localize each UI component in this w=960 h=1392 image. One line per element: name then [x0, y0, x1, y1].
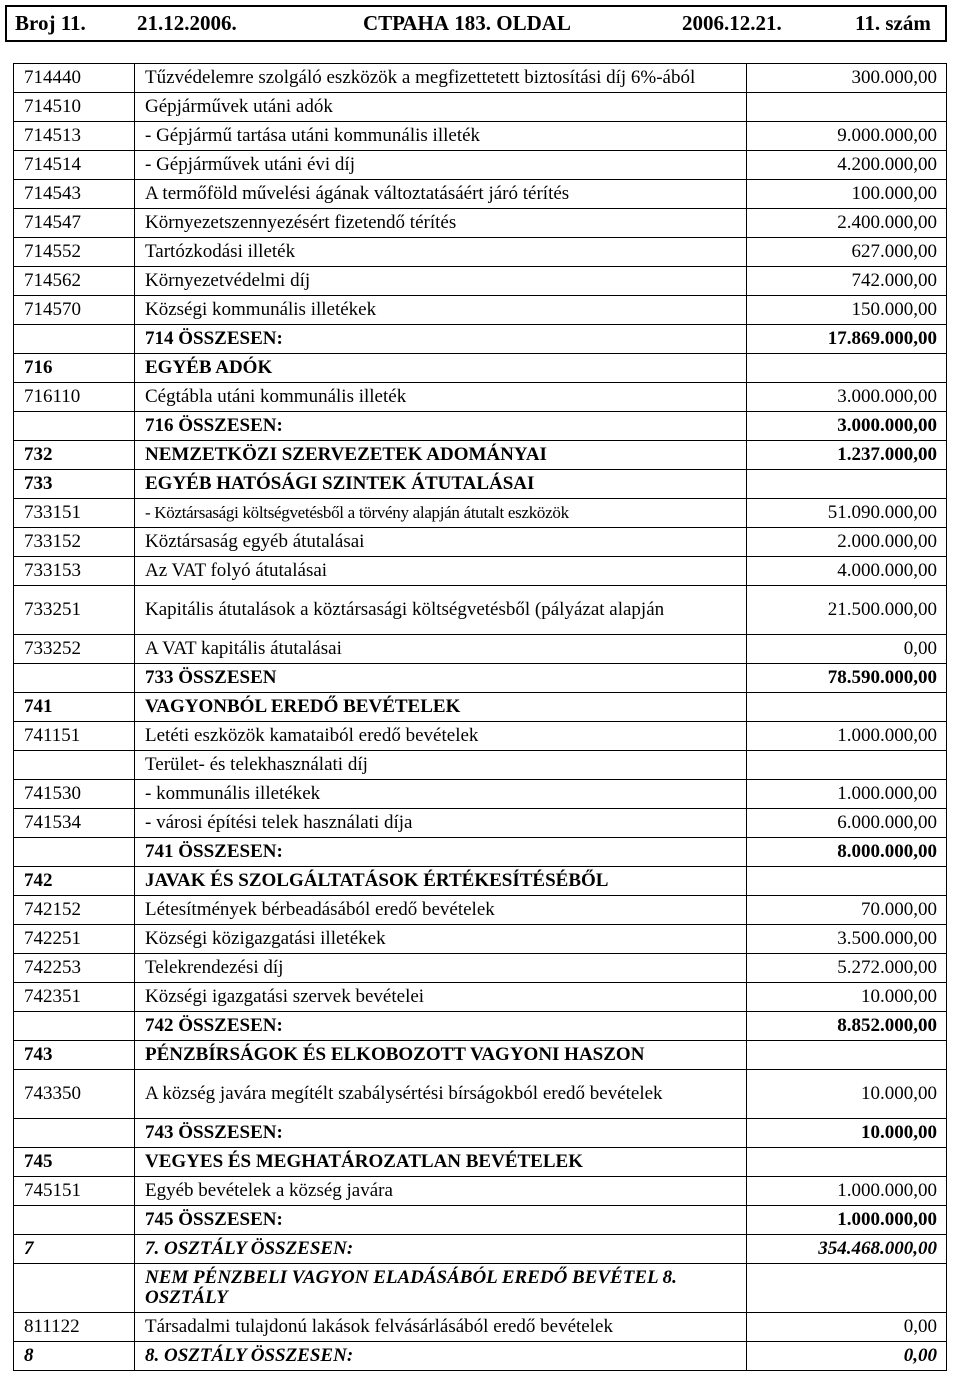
table-row — [14, 1012, 947, 1041]
account-code — [14, 1119, 135, 1148]
table-row — [14, 983, 947, 1012]
account-code: 733252 — [14, 635, 135, 664]
date-left: 21.12.2006. — [137, 11, 237, 35]
account-code: 714552 — [14, 238, 135, 267]
account-code: 714547 — [14, 209, 135, 238]
amount: 8.000.000,00 — [747, 838, 947, 867]
table-row — [14, 838, 947, 867]
amount — [747, 1041, 947, 1070]
item-description: 741 ÖSSZESEN: — [135, 838, 747, 867]
amount: 100.000,00 — [747, 180, 947, 209]
table-row — [14, 238, 947, 267]
amount — [747, 470, 947, 499]
page-header — [5, 5, 947, 42]
table-row — [14, 954, 947, 983]
table-row — [14, 557, 947, 586]
table-row — [14, 1313, 947, 1342]
page-label: СТРАНА 183. OLDAL — [363, 11, 571, 35]
amount: 10.000,00 — [747, 983, 947, 1012]
item-description: - Köztársasági költségvetésből a törvény alapján átutalt eszközök — [135, 499, 747, 528]
item-description: Tartózkodási illeték — [135, 238, 747, 267]
amount: 70.000,00 — [747, 896, 947, 925]
account-code: 8 — [14, 1342, 135, 1371]
amount: 3.000.000,00 — [747, 383, 947, 412]
account-code — [14, 1012, 135, 1041]
account-code: 742 — [14, 867, 135, 896]
account-code: 741 — [14, 693, 135, 722]
amount: 2.400.000,00 — [747, 209, 947, 238]
table-row — [14, 896, 947, 925]
account-code: 811122 — [14, 1313, 135, 1342]
table-row — [14, 499, 947, 528]
item-description: - Gépjármű tartása utáni kommunális illeték — [135, 122, 747, 151]
amount: 78.590.000,00 — [747, 664, 947, 693]
table-row — [14, 354, 947, 383]
account-code — [14, 1264, 135, 1313]
account-code — [14, 838, 135, 867]
amount: 300.000,00 — [747, 64, 947, 93]
item-description: EGYÉB ADÓK — [135, 354, 747, 383]
account-code: 741151 — [14, 722, 135, 751]
account-code: 742351 — [14, 983, 135, 1012]
account-code: 714570 — [14, 296, 135, 325]
date-right: 2006.12.21. — [682, 11, 782, 35]
account-code — [14, 412, 135, 441]
table-row — [14, 1070, 947, 1119]
account-code: 714543 — [14, 180, 135, 209]
amount: 150.000,00 — [747, 296, 947, 325]
account-code: 742251 — [14, 925, 135, 954]
amount: 0,00 — [747, 635, 947, 664]
account-code: 733251 — [14, 586, 135, 635]
account-code: 714513 — [14, 122, 135, 151]
table-row — [14, 412, 947, 441]
amount: 627.000,00 — [747, 238, 947, 267]
account-code — [14, 751, 135, 780]
issue-number-hu: 11. szám — [855, 11, 931, 35]
item-description: Létesítmények bérbeadásából eredő bevételek — [135, 896, 747, 925]
amount: 17.869.000,00 — [747, 325, 947, 354]
amount: 3.500.000,00 — [747, 925, 947, 954]
account-code: 733151 — [14, 499, 135, 528]
amount: 3.000.000,00 — [747, 412, 947, 441]
item-description: Terület- és telekhasználati díj — [135, 751, 747, 780]
account-code: 733 — [14, 470, 135, 499]
account-code: 742253 — [14, 954, 135, 983]
item-description: A község javára megítélt szabálysértési bírságokból eredő bevételek — [135, 1070, 747, 1119]
table-row — [14, 441, 947, 470]
table-row — [14, 180, 947, 209]
table-row — [14, 296, 947, 325]
item-description: Kapitális átutalások a köztársasági költségvetésből (pályázat alapján — [135, 586, 747, 635]
item-description: Községi igazgatási szervek bevételei — [135, 983, 747, 1012]
amount: 1.000.000,00 — [747, 722, 947, 751]
amount: 1.000.000,00 — [747, 1206, 947, 1235]
table-row — [14, 586, 947, 635]
account-code — [14, 325, 135, 354]
item-description: VEGYES ÉS MEGHATÁROZATLAN BEVÉTELEK — [135, 1148, 747, 1177]
account-code: 714514 — [14, 151, 135, 180]
item-description: Letéti eszközök kamataiból eredő bevételek — [135, 722, 747, 751]
item-description: - Gépjárművek utáni évi díj — [135, 151, 747, 180]
table-row — [14, 925, 947, 954]
table-row — [14, 722, 947, 751]
item-description: Társadalmi tulajdonú lakások felvásárlásából eredő bevételek — [135, 1313, 747, 1342]
item-description: 8. OSZTÁLY ÖSSZESEN: — [135, 1342, 747, 1371]
amount: 1.000.000,00 — [747, 780, 947, 809]
amount — [747, 1148, 947, 1177]
item-description: Egyéb bevételek a község javára — [135, 1177, 747, 1206]
table-row — [14, 693, 947, 722]
amount: 2.000.000,00 — [747, 528, 947, 557]
account-code: 733152 — [14, 528, 135, 557]
table-row — [14, 528, 947, 557]
table-row — [14, 1177, 947, 1206]
amount: 9.000.000,00 — [747, 122, 947, 151]
amount: 21.500.000,00 — [747, 586, 947, 635]
table-row — [14, 383, 947, 412]
item-description: - városi építési telek használati díja — [135, 809, 747, 838]
amount: 4.200.000,00 — [747, 151, 947, 180]
table-row — [14, 1148, 947, 1177]
amount: 51.090.000,00 — [747, 499, 947, 528]
table-row — [14, 122, 947, 151]
amount — [747, 693, 947, 722]
amount — [747, 1264, 947, 1313]
account-code: 741530 — [14, 780, 135, 809]
item-description: JAVAK ÉS SZOLGÁLTATÁSOK ÉRTÉKESÍTÉSÉBŐL — [135, 867, 747, 896]
item-description: 714 ÖSSZESEN: — [135, 325, 747, 354]
item-description: Környezetvédelmi díj — [135, 267, 747, 296]
table-row — [14, 809, 947, 838]
account-code: 741534 — [14, 809, 135, 838]
item-description: VAGYONBÓL EREDŐ BEVÉTELEK — [135, 693, 747, 722]
amount — [747, 867, 947, 896]
amount: 10.000,00 — [747, 1070, 947, 1119]
account-code: 743350 — [14, 1070, 135, 1119]
table-row — [14, 751, 947, 780]
amount: 8.852.000,00 — [747, 1012, 947, 1041]
issue-number: Broj 11. — [15, 11, 86, 35]
table-row — [14, 635, 947, 664]
amount: 1.000.000,00 — [747, 1177, 947, 1206]
amount: 742.000,00 — [747, 267, 947, 296]
amount: 6.000.000,00 — [747, 809, 947, 838]
table-row — [14, 867, 947, 896]
table-row — [14, 664, 947, 693]
item-description: - kommunális illetékek — [135, 780, 747, 809]
item-description: 733 ÖSSZESEN — [135, 664, 747, 693]
revenue-table — [13, 63, 947, 1371]
account-code: 714562 — [14, 267, 135, 296]
item-description: 7. OSZTÁLY ÖSSZESEN: — [135, 1235, 747, 1264]
account-code: 7 — [14, 1235, 135, 1264]
account-code: 716110 — [14, 383, 135, 412]
item-description: Az VAT folyó átutalásai — [135, 557, 747, 586]
table-row — [14, 1119, 947, 1148]
account-code: 745 — [14, 1148, 135, 1177]
account-code: 745151 — [14, 1177, 135, 1206]
table-row — [14, 267, 947, 296]
account-code — [14, 1206, 135, 1235]
item-description: NEM PÉNZBELI VAGYON ELADÁSÁBÓL EREDŐ BEVÉTEL 8. OSZTÁLY — [135, 1264, 747, 1313]
table-row — [14, 1041, 947, 1070]
amount — [747, 751, 947, 780]
item-description: Telekrendezési díj — [135, 954, 747, 983]
amount: 0,00 — [747, 1313, 947, 1342]
account-code: 714440 — [14, 64, 135, 93]
item-description: 745 ÖSSZESEN: — [135, 1206, 747, 1235]
table-row — [14, 780, 947, 809]
table-row — [14, 209, 947, 238]
amount: 10.000,00 — [747, 1119, 947, 1148]
item-description: A termőföld művelési ágának változtatásáért járó térítés — [135, 180, 747, 209]
account-code: 714510 — [14, 93, 135, 122]
item-description: Tűzvédelemre szolgáló eszközök a megfizettetett biztosítási díj 6%-ából — [135, 64, 747, 93]
item-description: Községi közigazgatási illetékek — [135, 925, 747, 954]
account-code: 716 — [14, 354, 135, 383]
table-row — [14, 151, 947, 180]
item-description: Környezetszennyezésért fizetendő térítés — [135, 209, 747, 238]
item-description: 743 ÖSSZESEN: — [135, 1119, 747, 1148]
account-code: 742152 — [14, 896, 135, 925]
account-code: 743 — [14, 1041, 135, 1070]
table-row — [14, 470, 947, 499]
item-description: Köztársaság egyéb átutalásai — [135, 528, 747, 557]
account-code — [14, 664, 135, 693]
item-description: 716 ÖSSZESEN: — [135, 412, 747, 441]
item-description: A VAT kapitális átutalásai — [135, 635, 747, 664]
item-description: Községi kommunális illetékek — [135, 296, 747, 325]
amount: 1.237.000,00 — [747, 441, 947, 470]
table-row — [14, 325, 947, 354]
item-description: NEMZETKÖZI SZERVEZETEK ADOMÁNYAI — [135, 441, 747, 470]
table-row — [14, 1235, 947, 1264]
amount: 0,00 — [747, 1342, 947, 1371]
amount — [747, 354, 947, 383]
item-description: Gépjárművek utáni adók — [135, 93, 747, 122]
item-description: PÉNZBÍRSÁGOK ÉS ELKOBOZOTT VAGYONI HASZON — [135, 1041, 747, 1070]
amount — [747, 93, 947, 122]
table-row — [14, 93, 947, 122]
item-description: Cégtábla utáni kommunális illeték — [135, 383, 747, 412]
amount: 5.272.000,00 — [747, 954, 947, 983]
table-row — [14, 1264, 947, 1313]
account-code: 732 — [14, 441, 135, 470]
item-description: 742 ÖSSZESEN: — [135, 1012, 747, 1041]
account-code: 733153 — [14, 557, 135, 586]
table-row — [14, 1206, 947, 1235]
table-row — [14, 1342, 947, 1371]
table-row — [14, 64, 947, 93]
amount: 354.468.000,00 — [747, 1235, 947, 1264]
item-description: EGYÉB HATÓSÁGI SZINTEK ÁTUTALÁSAI — [135, 470, 747, 499]
amount: 4.000.000,00 — [747, 557, 947, 586]
